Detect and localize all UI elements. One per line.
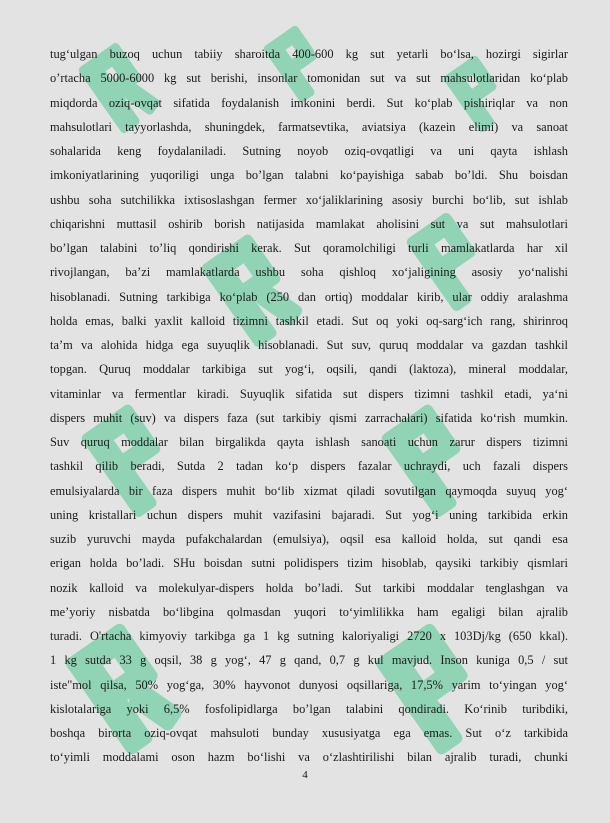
text-line: tashkil qilib beradi, Sutda 2 tadan ko‘p dispers fazalar uchraydi, uch fazali dispers (50, 459, 568, 474)
text-line: emulsiyalarda bir faza dispers muhit bo‘lib xizmat qiladi sovutilgan qaymoqda suyuq yog‘ (50, 483, 568, 498)
text-line: 1 kg sutda 33 g oqsil, 38 g yog‘, 47 g qand, 0,7 g kul mavjud. Inson kuniga 0,5 / sut (50, 653, 568, 668)
text-line: vitaminlar va fermentlar kiradi. Suyuqlik sifatida sut dispers tizimni tashkil etadi, ya‘ni (50, 386, 568, 401)
text-line: suzib yuruvchi mayda pufakchalardan (emulsiya), oqsil esa kalloid holda, sut qandi esa (50, 532, 568, 546)
text-line: kislotalariga yoki 6,5% fosfolipidlarga bo’lgan talabini qondiradi. Ko‘rinib turibdiki, (50, 701, 568, 716)
text-line: Suv quruq moddalar bilan birgalikda qayta ishlash sanoati uchun zarur dispers tizimni (50, 435, 568, 449)
text-line: tug‘ulgan buzoq uchun tabiiy sharoitda 400-600 kg sut yetarli bo‘lsa, hozirgi sigirlar (50, 47, 568, 61)
text-line: me’yoriy nisbatda bo‘libgina qolmasdan yuqori to‘yimlilikka ham egaligi bilan ajralib (50, 604, 568, 619)
page-number: 4 (302, 769, 308, 781)
text-line: rivojlangan, ba’zi mamlakatlarda ushbu soha qishloq xo‘jaligining asosiy yo‘nalishi (50, 265, 568, 280)
text-line: hisoblanadi. Sutning tarkibiga ko‘plab (250 dan ortiq) moddalar kirib, ular oddiy aralashma (50, 289, 568, 304)
text-line: sohalarida keng foydalaniladi. Sutning noyob oziq-ovqatligi va uni qayta ishlash (50, 144, 568, 158)
text-line: to‘yimli moddalami oson hazm bo‘lishi va o‘zlashtirilishi bilan ajralib turadi, chunki (50, 750, 568, 765)
text-line: dispers muhit (suv) va dispers faza (sut tarkibiy qismi zarrachalari) sifatida ko‘rish mumkin. (50, 410, 568, 425)
text-line: iste"mol qilsa, 50% yog‘ga, 30% hayvonot dunyosi oqsillariga, 17,5% yarim to‘yingan yog‘ (50, 677, 568, 692)
text-line: topgan. Quruq moddalar tarkibiga sut yog‘i, oqsili, qandi (laktoza), mineral moddalar, (50, 362, 568, 377)
text-line: boshqa birorta oziq-ovqat mahsuloti bunday xususiyatga ega emas. Sut o‘z tarkibida (50, 726, 568, 740)
text-line: imkoniyatlarining yuqoriligi unga bo’lgan talabni ko‘payishiga sabab bo’ldi. Shu boisdan (50, 168, 568, 183)
text-line: holda emas, balki yaxlit kalloid tizimni tashkil etadi. Sut oq yoki oq-sarg‘ich rang, shirinroq (50, 313, 568, 328)
text-line: miqdorda oziq-ovqat sifatida foydalanish imkonini berdi. Sut ko‘plab pishiriqlar va non (50, 95, 568, 110)
body-text (50, 42, 568, 770)
text-line: bo’lgan talabini to’liq qondirishi kerak. Sut qoramolchiligi turli mamlakatlarda har xil (50, 241, 568, 255)
text-line: ushbu soha sutchilikka ixtisoslashgan fermer xo‘jaliklarining asosiy burchi bo‘lib, sut ishlab (50, 192, 568, 207)
text-line: uning kristallari uchun dispers muhit vazifasini bajaradi. Sut yog‘i uning tarkibida erkin (50, 507, 568, 522)
text-line: mahsulotlari tayyorlashda, shuningdek, farmatsevtika, aviatsiya (kazein elimi) va sanoat (50, 119, 568, 134)
text-line: ta’m va alohida hidga ega suyuqlik hisoblanadi. Sut suv, quruq moddalar va gazdan tashkil (50, 338, 568, 352)
text-line: nozik kalloid va molekulyar-dispers holda bo’ladi. Sut tarkibi moddalar tenglashgan va (50, 580, 568, 595)
text-line: o’rtacha 5000-6000 kg sut berishi, insonlar tomonidan sut va sut mahsulotlaridan ko‘plab (50, 71, 568, 86)
text-line: turadi. O'rtacha kimyoviy tarkibga ga 1 kg sutning kaloriyaligi 2720 x 103Dj/kg (650 kkal). (50, 629, 568, 643)
text-line: chiqarishni muttasil oshirib borish natijasida mamlakat aholisini sut va sut mahsulotlari (50, 216, 568, 231)
text-line: erigan holda bo’ladi. SHu boisdan sutni polidispers tizim hisoblab, qaysiki tarkibiy qismlari (50, 556, 568, 571)
